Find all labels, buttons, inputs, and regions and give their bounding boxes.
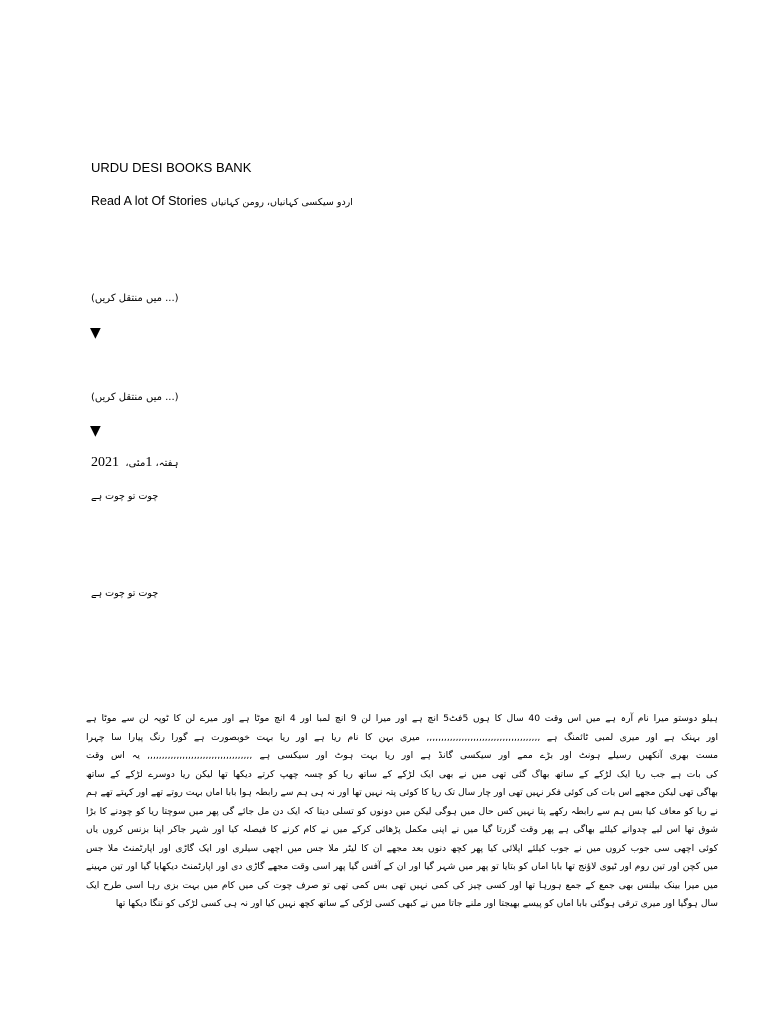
site-tagline bbox=[91, 193, 353, 208]
post-body-line: ہیلو دوستو میرا نام آرہ ہے میں اس وقت 40 سال کا ہوں 5فٹ5 انچ ہے اور میرا لن 9 انچ لمبا اور 4 انچ موٹا ہے اور میرے لن کا ٹوپہ لن سے موٹا ہے bbox=[86, 713, 718, 724]
post-body-line: میں کچن اور تین روم اور ٹیوی لاؤنج تھا بابا اماں کو بتایا تو پھر میں شہر گیا اور ان کے آفس گیا پھر اسی وقت مجھے گاڑی دی اور اپارٹمنٹ دیکھایا گیا اور تین مہینے bbox=[86, 861, 718, 872]
post-body-line: نے ریا کو معاف کیا بس ہم سے رابطہ رکھے پتا نہیں کس حال میں ہوگی لیکن میں دونوں کو تسلی دیتا کہ ایک دن مل جائے گی پھر میں سوچتا ریا کو چودنے کا بڑا bbox=[86, 805, 718, 817]
post-date bbox=[91, 455, 179, 471]
post-date-weekday: ہفتہ، bbox=[155, 458, 179, 469]
post-body-line: شوق تھا اس لیے چدوانے کیلئے بھاگی ہے پھر وقت گزرتا گیا میں نے اپنی مکمل پڑھائی کرکے میں نے کام کرنے کا فیصلہ کیا اور شہر جاکر اپنا بزنس کروں یاں bbox=[86, 824, 718, 835]
post-date-day: 1 bbox=[145, 455, 153, 470]
dropdown-arrow-icon[interactable]: ▼ bbox=[90, 325, 101, 341]
post-heading: چوت تو چوت ہے bbox=[91, 588, 159, 599]
post-body-line: بھاگی تھی لیکن مجھے اس بات کی کوئی فکر نہیں تھی اور چار سال تک ریا کا کوئی پتہ نہیں تھا اور نہ ہی ہم سے رابطہ ہوا بابا اماں بہت روتے تھے اور کہتے تھے ہم bbox=[86, 787, 718, 798]
tagline-urdu: اردو سیکسی کہانیاں، رومن کہانیاں bbox=[211, 197, 353, 208]
post-body-line: میں میرا بینک بیلنس بھی جمع کے جمع ہورہا تھا اور کسی چیز کی کمی نہیں تھی بس کمی تھی تو صرف چوت کی میں کام میں بہت بزی رہا اسی طرح ایک bbox=[86, 879, 718, 891]
dropdown-arrow-icon[interactable]: ▼ bbox=[90, 423, 101, 439]
post-body-line: کوئی اچھی سی جوب کروں میں نے جوب کیلئے اپلائی کیا پھر کچھ دنوں بعد مجھے ان کا لیٹر ملا جس میں اچھی سیلری اور ایک گاڑی اور اپارٹمنٹ ملا جس bbox=[86, 842, 718, 854]
navigation-select-2[interactable]: (میں منتقل کریں ...) bbox=[91, 392, 179, 403]
post-title-link[interactable]: چوت تو چوت ہے bbox=[91, 491, 159, 502]
post-body-line: کی بات ہے جب ریا ایک لڑکے کے ساتھ بھاگ گئی تھی میں نے بھی ایک لڑکے کے ساتھ ریا کو چسہ چھپ کرتے دیکھا تھا لیکن ریا دوسرے لڑکے کے ساتھ bbox=[86, 768, 718, 780]
post-body bbox=[86, 710, 718, 914]
navigation-select-1[interactable]: (میں منتقل کریں ...) bbox=[91, 293, 179, 304]
post-body-line: مست بھری آنکھیں رسیلے ہونٹ اور بڑے ممے اور سیکسی گانڈ ہے اور ریا بہت ہوٹ اور سیکسی ہے ,,,,,,,,,,,,,,,,,,,,,,,,,,,,,,,,,,,, یہ اس وقت bbox=[86, 750, 718, 761]
post-body-line: سال ہوگیا اور میری ترقی ہوگئی بابا اماں کو پیسے بھیجتا اور ملنے جاتا میں نے کبھی کسی لڑکی کے ساتھ کچھ نہیں کیا اور نہ ہی کسی لڑکی کو ننگا دیکھا تھا bbox=[115, 898, 718, 909]
tagline-english: Read A lot Of Stories bbox=[91, 194, 208, 208]
post-date-month: مئی، bbox=[122, 458, 146, 469]
post-body-line: اور بہنک ہے اور میری لمبی ٹائمنگ ہے ,,,,,,,,,,,,,,,,,,,,,,,,,,,,,,,,,,,,,,, میری بہن کا نام ریا ہے اور ریا بہت خوبصورت ہے گورا رنگ پیارا سا چہرا bbox=[86, 731, 718, 743]
post-date-year: 2021 bbox=[91, 455, 119, 470]
site-title[interactable]: URDU DESI BOOKS BANK bbox=[91, 160, 252, 175]
